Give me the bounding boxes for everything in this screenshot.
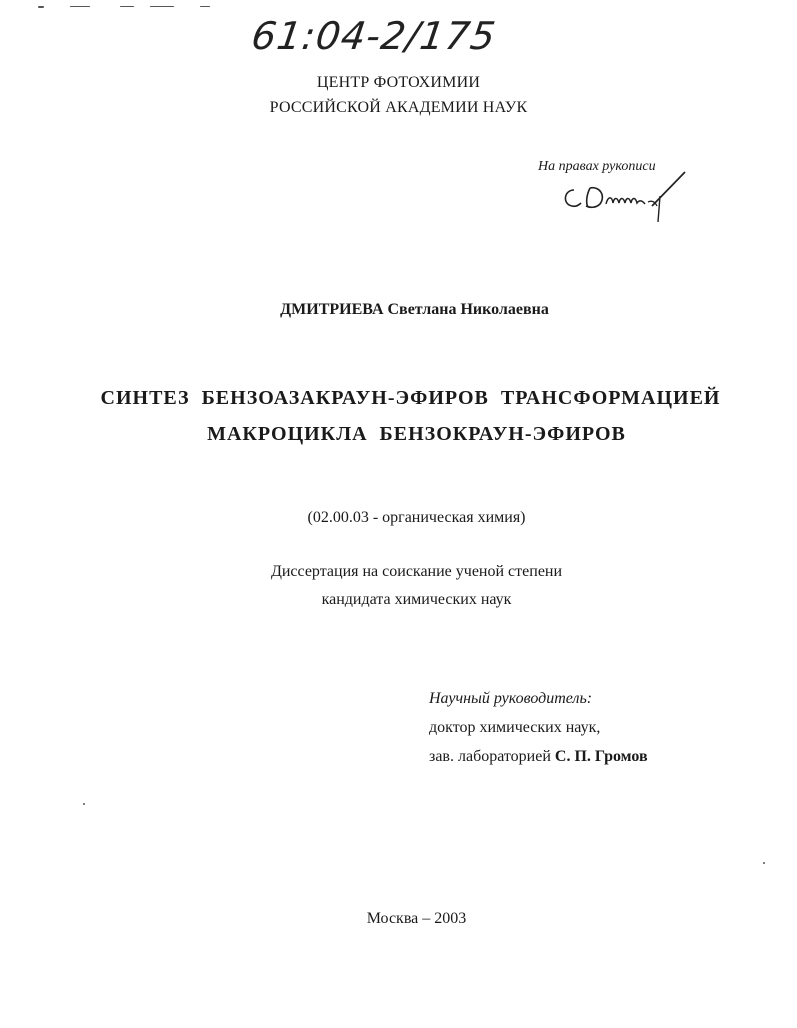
specialty-code: (02.00.03 - органическая химия) — [307, 509, 526, 526]
author-name: ДМИТРИЕВА Светлана Николаевна — [280, 301, 549, 318]
supervisor-name: С. П. Громов — [554, 748, 648, 765]
dissertation-title-line2: МАКРОЦИКЛА БЕНЗОКРАУН-ЭФИРОВ — [207, 423, 626, 445]
archive-code-handwritten: 61:04-2/175 — [248, 14, 499, 58]
city-year: Москва – 2003 — [366, 910, 467, 927]
supervisor-line — [429, 748, 648, 766]
signature-icon — [560, 170, 695, 230]
organization-name-line2: РОССИЙСКОЙ АКАДЕМИИ НАУК — [269, 99, 528, 116]
dissertation-title-line1: СИНТЕЗ БЕНЗОАЗАКРАУН-ЭФИРОВ ТРАНСФОРМАЦИЕЙ — [100, 387, 721, 409]
organization-name-line1: ЦЕНТР ФОТОХИМИИ — [316, 74, 481, 91]
supervisor-position: зав. лабораторией — [429, 748, 551, 765]
supervisor-heading: Научный руководитель: — [429, 690, 593, 707]
rights-note: На правах рукописи — [538, 159, 656, 174]
degree-line1: Диссертация на соискание ученой степени — [270, 563, 563, 580]
degree-line2: кандидата химических наук — [321, 591, 512, 608]
supervisor-rank: доктор химических наук, — [429, 719, 601, 736]
